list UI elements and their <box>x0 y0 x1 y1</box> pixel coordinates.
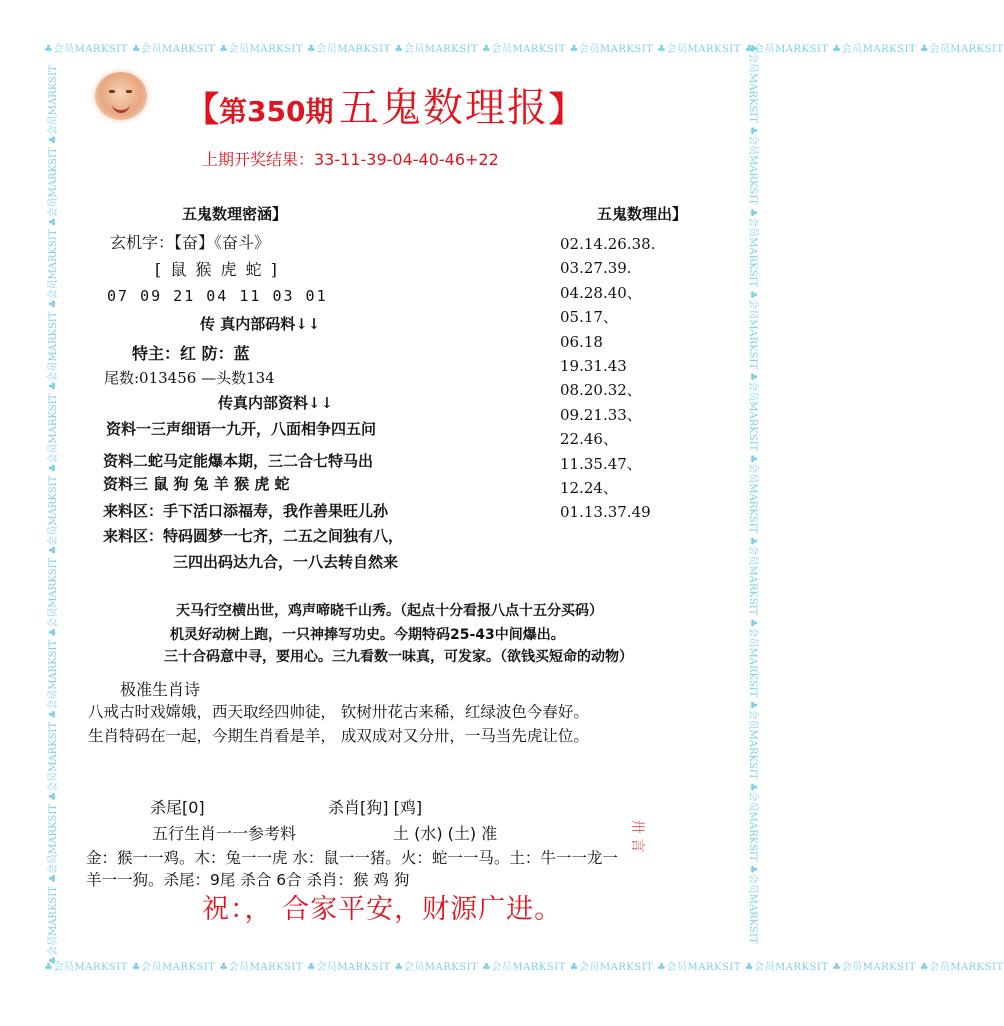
data-line-3: 资料三 鼠 狗 兔 羊 猴 虎 蛇 <box>103 475 290 493</box>
tip-line-1: 天马行空横出世，鸡声啼晓千山秀。（起点十分看报八点十五分买码） <box>176 603 603 619</box>
data-line-1: 资料一三声细语一九开，八面相争四五问 <box>106 420 377 438</box>
numbers-heading: 五鬼数理出】 <box>597 205 688 223</box>
poem-title: 极准生肖诗 <box>120 680 201 699</box>
number-item: 02.14.26.38. <box>560 235 656 253</box>
avatar-mouth <box>112 102 130 113</box>
tip-line-3: 三十合码意中寻，要用心。三九看数一味真，可发家。（欲钱买短命的动物） <box>164 649 633 665</box>
number-item: 09.21.33、 <box>560 405 642 424</box>
fax-data-heading: 传真内部资料↓↓ <box>218 394 334 412</box>
number-item: 08.20.32、 <box>560 381 642 400</box>
kill-zodiac: 杀肖[狗] [鸡] <box>328 798 423 817</box>
issue-number: 第350期 <box>219 95 334 128</box>
wuxing-label: 五行生肖一一参考料 <box>152 824 297 843</box>
number-item: 22.46、 <box>560 430 618 449</box>
avatar-eye-right <box>126 90 132 93</box>
special-color: 特主：红 防：蓝 <box>132 344 250 363</box>
number-item: 06.18 <box>560 332 603 351</box>
last-draw-result: 上期开奖结果：33-11-39-04-40-46+22 <box>202 150 499 169</box>
watermark-border-top: ♣会员MARKSIT ♣会员MARKSIT ♣会员MARKSIT ♣会员MARKSIT ♣会员MARKSIT ♣会员MARKSIT ♣会员MARKSIT ♣会员MARKSIT ♣会员MARKSIT ♣会员MARKSIT ♣会员MARKSIT <box>44 44 1004 55</box>
watermark-border-left: ♣会员MARKSIT ♣会员MARKSIT ♣会员MARKSIT ♣会员MARKSIT ♣会员MARKSIT ♣会员MARKSIT ♣会员MARKSIT ♣会员MARKSIT ♣会员MARKSIT ♣会员MARKSIT ♣会员MARKSIT <box>48 65 59 965</box>
red-stamp: 卅 言 <box>629 819 646 853</box>
number-row: 07 09 21 04 11 03 01 <box>107 287 328 305</box>
number-item: 12.24、 <box>560 478 618 497</box>
elements-line-1: 金：猴一一鸡。木：兔一一虎 水：鼠一一猪。火：蛇一一马。土：牛一一龙一 <box>86 849 618 867</box>
blessing-text: 祝：， 合家平安，财源广进。 <box>202 894 563 925</box>
newspaper-name: 五鬼数理报 <box>339 85 550 131</box>
page-title <box>185 76 583 133</box>
tail-head-numbers: 尾数:013456 —头数134 <box>104 369 275 387</box>
number-item: 03.27.39. <box>560 259 632 278</box>
source-area-1: 来料区：手下活口添福寿，我作善果旺儿孙 <box>103 502 389 520</box>
number-item: 05.17、 <box>560 308 618 327</box>
zodiac-row: [ 鼠 猴 虎 蛇 ] <box>155 260 279 279</box>
elements-line-2: 羊一一狗。杀尾：9尾 杀合 6合 杀肖：猴 鸡 狗 <box>86 871 410 889</box>
number-item: 19.31.43 <box>560 356 627 375</box>
number-item: 01.13.37.49 <box>560 503 651 522</box>
kill-tail: 杀尾[0] <box>150 798 205 817</box>
fax-code-heading: 传 真内部码料↓↓ <box>200 315 321 333</box>
title-bracket-right: 】 <box>549 90 584 130</box>
source-area-2-cont: 三四出码达九合，一八去转自然来 <box>173 553 399 571</box>
data-line-2: 资料二蛇马定能爆本期，三二合七特马出 <box>103 452 374 470</box>
wuxing-main: 土 (水) (土) 准 <box>393 824 498 843</box>
avatar <box>95 72 147 120</box>
number-item: 11.35.47、 <box>560 454 642 473</box>
watermark-border-right: ♣会员MARKSIT ♣会员MARKSIT ♣会员MARKSIT ♣会员MARKSIT ♣会员MARKSIT ♣会员MARKSIT ♣会员MARKSIT ♣会员MARKSIT ♣会员MARKSIT ♣会员MARKSIT ♣会员MARKSIT <box>747 44 758 944</box>
secret-heading: 五鬼数理密涵】 <box>182 205 288 223</box>
source-area-2: 来料区：特码圆梦一七齐，二五之间独有八， <box>103 527 404 545</box>
avatar-eye-left <box>109 90 115 93</box>
watermark-border-bottom: ♣会员MARKSIT ♣会员MARKSIT ♣会员MARKSIT ♣会员MARKSIT ♣会员MARKSIT ♣会员MARKSIT ♣会员MARKSIT ♣会员MARKSIT ♣会员MARKSIT ♣会员MARKSIT ♣会员MARKSIT <box>44 962 1004 973</box>
poem-line-1: 八戒古时戏嫦娥，西天取经四帅徒， 钦树卅花古来稀，红绿波色今春好。 <box>88 703 589 721</box>
tip-line-2: 机灵好动树上跑，一只神捧写功史。今期特码25-43中间爆出。 <box>170 627 565 643</box>
xuanji-text: 玄机字：【奋】《奋斗》 <box>110 233 271 252</box>
poem-line-2: 生肖特码在一起，今期生肖看是羊， 成双成对又分卅，一马当先虎让位。 <box>88 727 589 745</box>
number-list <box>560 232 655 525</box>
title-bracket-left: 【 <box>185 90 219 130</box>
number-item: 04.28.40、 <box>560 283 642 302</box>
